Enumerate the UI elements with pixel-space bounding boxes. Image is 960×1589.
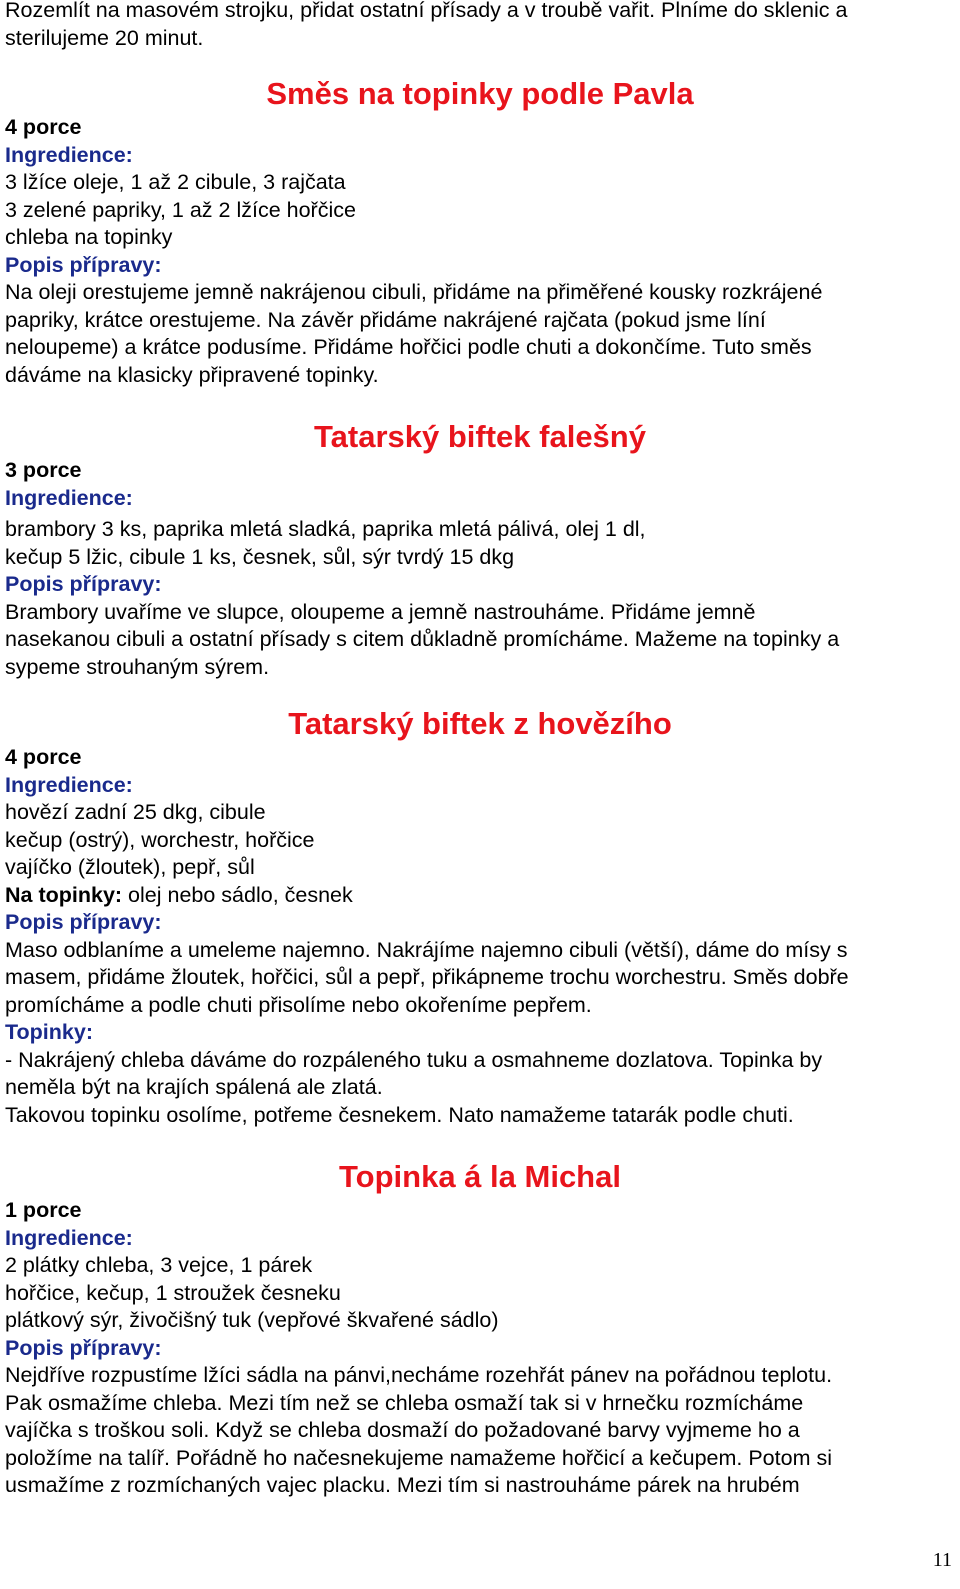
ingredient-line: 2 plátky chleba, 3 vejce, 1 párek <box>5 1253 313 1277</box>
method-line: masem, přidáme žloutek, hořčici, sůl a pepř, přikápneme trochu worchestru. Směs dobře <box>5 965 849 989</box>
toast-label: Topinky: <box>5 1020 93 1044</box>
servings: 1 porce <box>5 1198 82 1222</box>
ingredient-line: chleba na topinky <box>5 225 173 249</box>
ingredient-line: plátkový sýr, živočišný tuk (vepřové škvařené sádlo) <box>5 1308 499 1332</box>
ingredient-line: hořčice, kečup, 1 stroužek česneku <box>5 1280 341 1305</box>
text-line: sterilujeme 20 minut. <box>5 25 204 50</box>
method-label: Popis přípravy: <box>5 252 162 277</box>
toast-line: neměla být na krajích spálená ale zlatá. <box>5 1075 383 1099</box>
page-number: 11 <box>932 1549 952 1571</box>
text-line: Rozemlít na masovém strojku, přidat ostatní přísady a v troubě vařit. Plníme do sklenic a <box>5 0 848 22</box>
intro-text <box>5 0 847 52</box>
method-line: usmažíme z rozmíchaných vajec placku. Mezi tím si nastrouháme párek na hrubém <box>5 1473 800 1497</box>
ingredients-label: Ingredience: <box>5 142 133 167</box>
method-line: vajíčka s troškou soli. Když se chleba dosmaží do požadované barvy vyjmeme ho a <box>5 1418 800 1442</box>
method-line: papriky, krátce orestujeme. Na závěr přidáme nakrájené rajčata (pokud jsme líní <box>5 307 766 332</box>
method-line: dáváme na klasicky připravené topinky. <box>5 362 379 387</box>
servings: 4 porce <box>5 745 82 769</box>
recipe-section <box>5 75 955 389</box>
method-line: Brambory uvaříme ve slupce, oloupeme a jemně nastrouháme. Přidáme jemně <box>5 599 756 624</box>
recipe-section <box>5 418 955 681</box>
recipe-title: Tatarský biftek falešný <box>314 419 646 454</box>
ingredient-line: vajíčko (žloutek), pepř, sůl <box>5 855 255 879</box>
ingredient-line: 3 lžíce oleje, 1 až 2 cibule, 3 rajčata <box>5 170 346 194</box>
ingredient-line: 3 zelené papriky, 1 až 2 lžíce hořčice <box>5 197 356 222</box>
recipe-title: Tatarský biftek z hovězího <box>288 706 672 741</box>
recipe-section <box>5 1158 955 1500</box>
method-line: Nejdříve rozpustíme lžíci sádla na pánvi,necháme rozehřát pánev na pořádnou teplotu. <box>5 1363 833 1387</box>
method-line: promícháme a podle chuti přisolíme nebo okořeníme pepřem. <box>5 992 592 1017</box>
method-line: nasekanou cibuli a ostatní přísady s citem důkladně promícháme. Mažeme na topinky a <box>5 627 840 651</box>
toast-ingredients-text: olej nebo sádlo, česnek <box>122 882 353 907</box>
toast-ingredients-label: Na topinky: <box>5 882 123 907</box>
ingredient-line: hovězí zadní 25 dkg, cibule <box>5 800 266 824</box>
method-label: Popis přípravy: <box>5 1335 162 1360</box>
method-label: Popis přípravy: <box>5 572 162 596</box>
method-line: neloupeme) a krátce podusíme. Přidáme hořčici podle chuti a dokončíme. Tuto směs <box>5 335 812 359</box>
toast-ingredients <box>5 882 955 910</box>
method-line: Maso odblaníme a umeleme najemno. Nakrájíme najemno cibuli (větší), dáme do mísy s <box>5 937 848 962</box>
recipe-section <box>5 705 955 1129</box>
method-line: položíme na talíř. Pořádně ho načesnekujeme namažeme hořčicí a kečupem. Potom si <box>5 1445 832 1470</box>
method-line: Na oleji orestujeme jemně nakrájenou cibuli, přidáme na přiměřené kousky rozkrájené <box>5 280 823 304</box>
ingredients-label: Ingredience: <box>5 485 133 510</box>
method-line: Pak osmažíme chleba. Mezi tím než se chleba osmaží tak si v hrnečku rozmícháme <box>5 1390 804 1415</box>
ingredient-line: kečup (ostrý), worchestr, hořčice <box>5 827 315 852</box>
recipe-title: Topinka á la Michal <box>339 1159 621 1194</box>
ingredients-label: Ingredience: <box>5 1225 133 1250</box>
toast-line: Takovou topinku osolíme, potřeme česnekem. Nato namažeme tatarák podle chuti. <box>5 1102 794 1127</box>
servings: 4 porce <box>5 115 82 139</box>
method-label: Popis přípravy: <box>5 910 162 934</box>
ingredient-line: kečup 5 lžic, cibule 1 ks, česnek, sůl, sýr tvrdý 15 dkg <box>5 544 515 569</box>
servings: 3 porce <box>5 458 82 482</box>
recipe-title: Směs na topinky podle Pavla <box>266 76 694 111</box>
method-line: sypeme strouhaným sýrem. <box>5 654 270 679</box>
ingredients-label: Ingredience: <box>5 772 133 797</box>
ingredient-line: brambory 3 ks, paprika mletá sladká, paprika mletá pálivá, olej 1 dl, <box>5 517 646 541</box>
toast-line: - Nakrájený chleba dáváme do rozpáleného tuku a osmahneme dozlatova. Topinka by <box>5 1047 823 1072</box>
